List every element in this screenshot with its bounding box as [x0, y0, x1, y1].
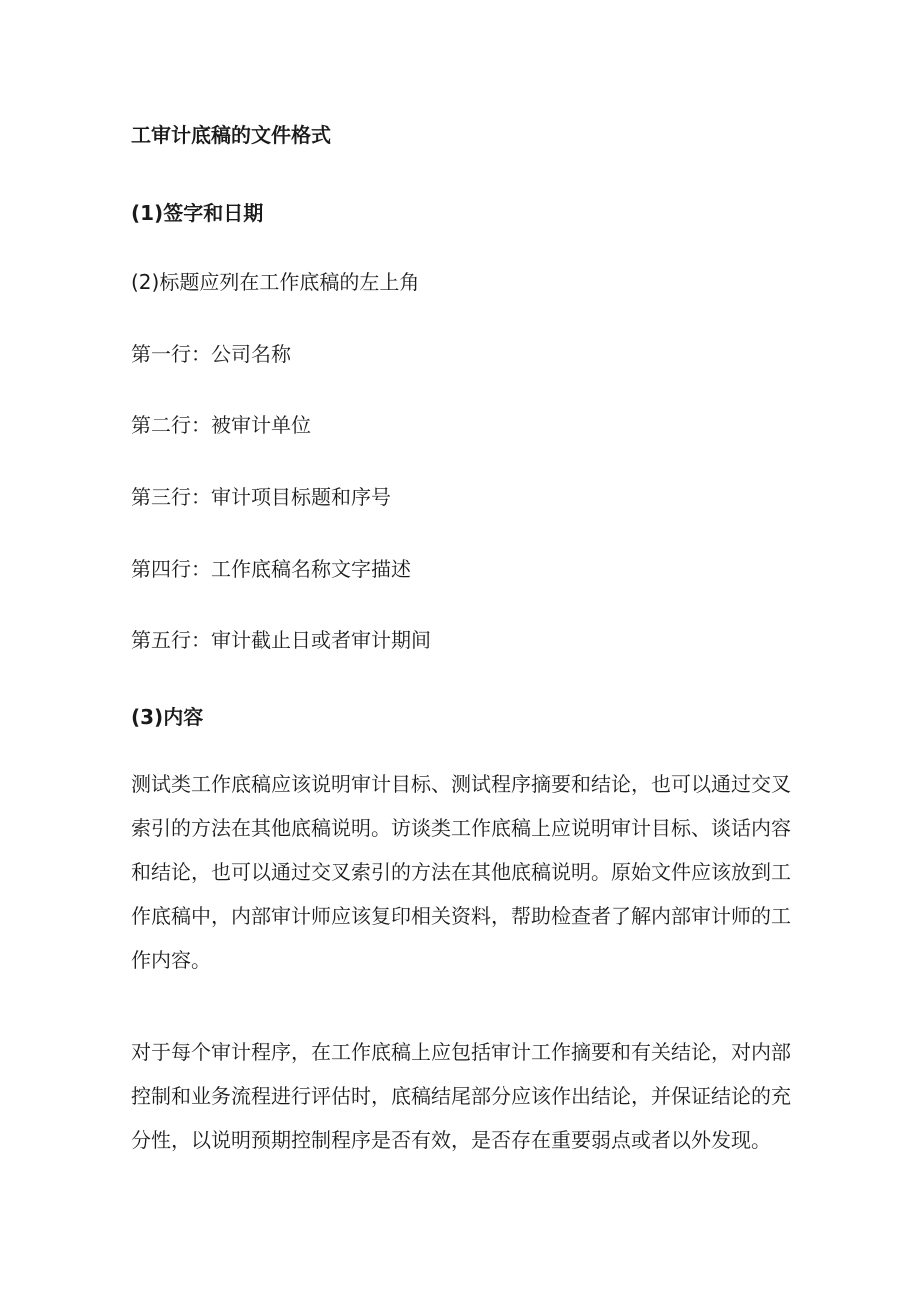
paragraph-line: 和结论，也可以通过交叉索引的方法在其他底稿说明。原始文件应该放到工: [131, 860, 791, 884]
paragraph-line: 对于每个审计程序，在工作底稿上应包括审计工作摘要和有关结论，对内部: [131, 1040, 791, 1064]
row-line-1: 第一行：公司名称: [131, 342, 291, 366]
paragraph-line: 分性，以说明预期控制程序是否有效，是否存在重要弱点或者以外发现。: [131, 1128, 771, 1152]
section-heading-signature: (1)签字和日期: [131, 201, 264, 225]
row-line-2: 第二行：被审计单位: [131, 413, 311, 437]
content-paragraph-2: [131, 1030, 795, 1162]
paragraph-line: 索引的方法在其他底稿说明。访谈类工作底稿上应说明审计目标、谈话内容: [131, 816, 791, 840]
row-line-3: 第三行：审计项目标题和序号: [131, 485, 391, 509]
section-heading-content: (3)内容: [131, 705, 204, 729]
paragraph-line: 控制和业务流程进行评估时，底稿结尾部分应该作出结论，并保证结论的充: [131, 1084, 791, 1108]
paragraph-line: 作底稿中，内部审计师应该复印相关资料，帮助检查者了解内部审计师的工: [131, 904, 791, 928]
paragraph-line: 作内容。: [131, 948, 211, 972]
paragraph-line: 测试类工作底稿应该说明审计目标、测试程序摘要和结论，也可以通过交叉: [131, 772, 791, 796]
section-heading-title-position: (2)标题应列在工作底稿的左上角: [131, 270, 420, 294]
document-title: 工审计底稿的文件格式: [131, 123, 331, 147]
row-line-5: 第五行：审计截止日或者审计期间: [131, 628, 431, 652]
content-paragraph-1: [131, 762, 795, 982]
row-line-4: 第四行：工作底稿名称文字描述: [131, 557, 411, 581]
